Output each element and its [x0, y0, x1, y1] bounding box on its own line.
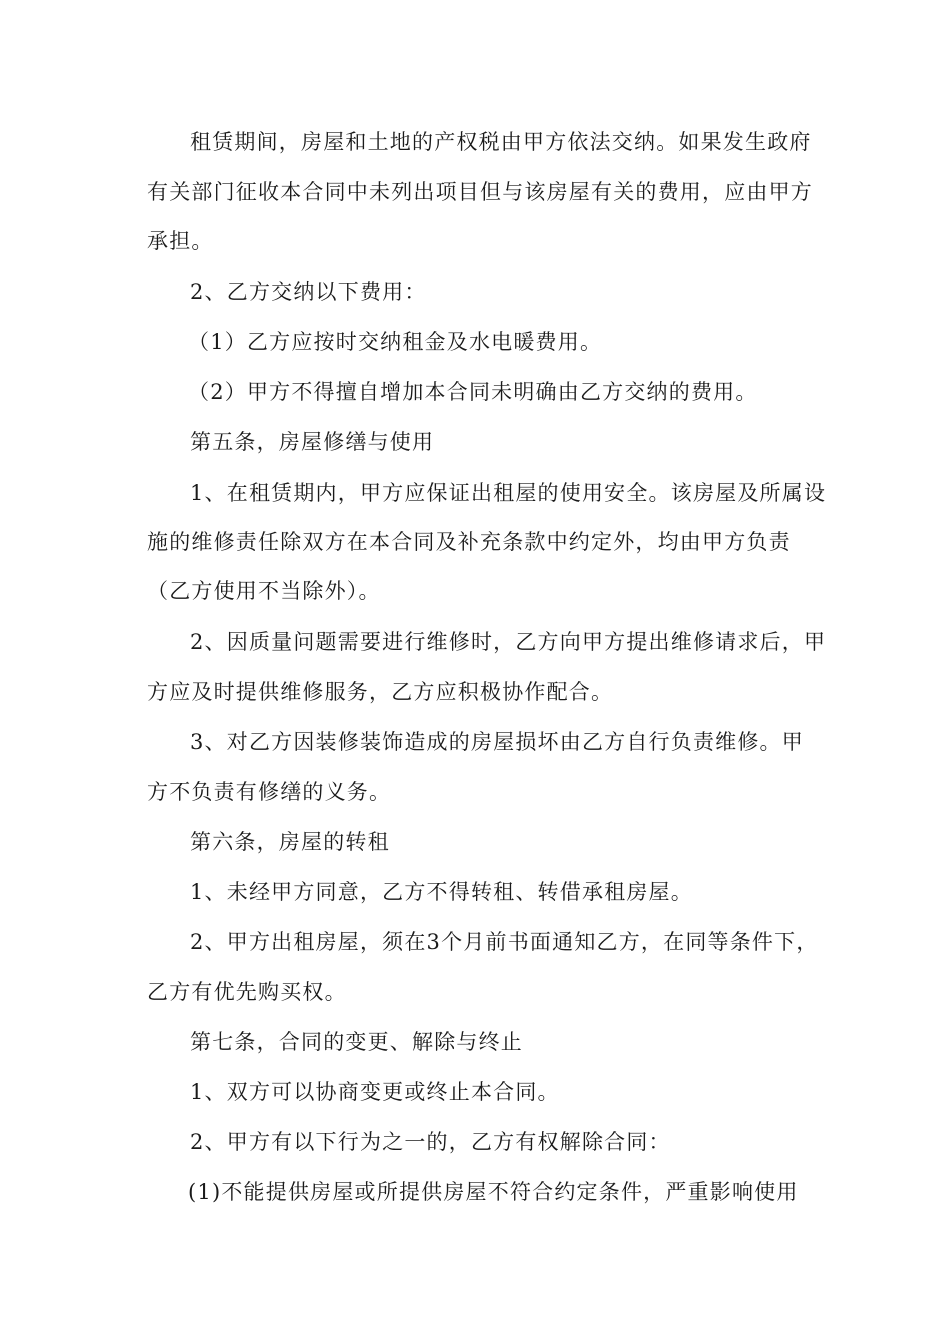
paragraph-line: 施的维修责任除双方在本合同及补充条款中约定外，均由甲方负责	[147, 530, 791, 554]
paragraph-line: 2、乙方交纳以下费用：	[190, 280, 427, 304]
paragraph-line: (1)不能提供房屋或所提供房屋不符合约定条件，严重影响使用	[188, 1180, 799, 1204]
paragraph-line: （1）乙方应按时交纳租金及水电暖费用。	[188, 330, 603, 354]
paragraph-line: 有关部门征收本合同中未列出项目但与该房屋有关的费用，应由甲方	[147, 180, 813, 204]
paragraph-line: 1、双方可以协商变更或终止本合同。	[190, 1080, 560, 1104]
section-heading: 第六条，房屋的转租	[190, 830, 390, 854]
paragraph-line: （2）甲方不得擅自增加本合同未明确由乙方交纳的费用。	[188, 380, 758, 404]
paragraph-line: （乙方使用不当除外）。	[147, 579, 381, 603]
paragraph-line: 2、因质量问题需要进行维修时，乙方向甲方提出维修请求后，甲	[190, 630, 827, 654]
paragraph-line: 2、甲方有以下行为之一的，乙方有权解除合同：	[190, 1130, 671, 1154]
paragraph-line: 3、对乙方因装修装饰造成的房屋损坏由乙方自行负责维修。甲	[190, 730, 804, 754]
paragraph-line: 1、未经甲方同意，乙方不得转租、转借承租房屋。	[190, 880, 693, 904]
paragraph-line: 方不负责有修缮的义务。	[147, 780, 392, 804]
paragraph-line: 2、甲方出租房屋，须在3个月前书面通知乙方，在同等条件下，	[190, 930, 819, 954]
paragraph-line: 1、在租赁期内，甲方应保证出租屋的使用安全。该房屋及所属设	[190, 481, 827, 505]
paragraph-line: 乙方有优先购买权。	[147, 980, 347, 1004]
paragraph-line: 方应及时提供维修服务，乙方应积极协作配合。	[147, 680, 614, 704]
section-heading: 第五条，房屋修缮与使用	[190, 430, 435, 454]
paragraph-line: 承担。	[147, 229, 214, 253]
section-heading: 第七条，合同的变更、解除与终止	[190, 1030, 523, 1054]
paragraph-line: 租赁期间，房屋和土地的产权税由甲方依法交纳。如果发生政府	[190, 130, 812, 154]
